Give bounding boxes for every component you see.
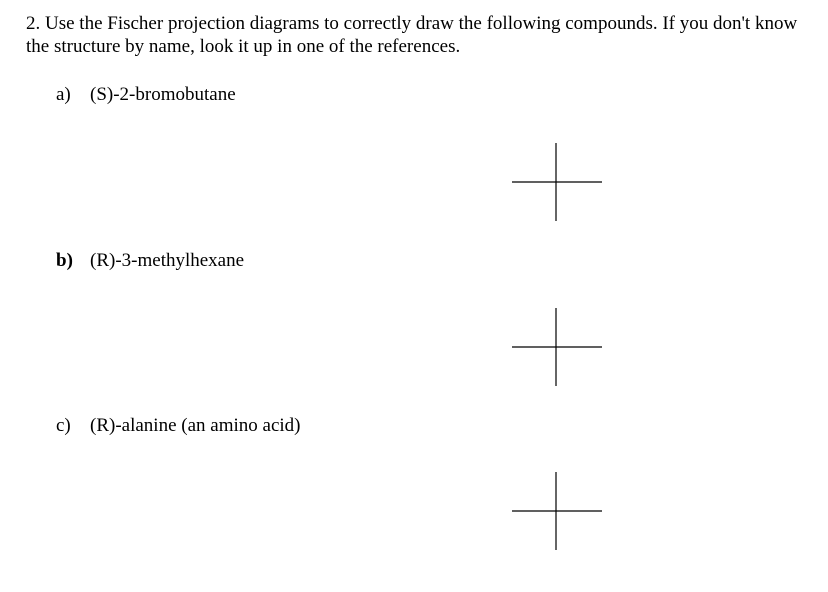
item-letter: b) [56,250,73,271]
item-b [56,249,244,272]
item-c [56,414,300,437]
fischer-projection-cross-c [512,472,602,552]
fischer-projection-cross-b [512,308,602,388]
fischer-projection-cross-a [512,143,602,223]
item-a [56,83,236,106]
compound-name: (R)-alanine (an amino acid) [90,415,301,436]
compound-name: (S)-2-bromobutane [90,84,236,105]
item-letter: a) [56,84,71,105]
question-text: 2. Use the Fischer projection diagrams to correctly draw the following compounds. If you don't know the structure by name, look it up in one of the references. [26,13,798,57]
compound-name: (R)-3-methylhexane [90,250,245,271]
item-letter: c) [56,415,71,436]
